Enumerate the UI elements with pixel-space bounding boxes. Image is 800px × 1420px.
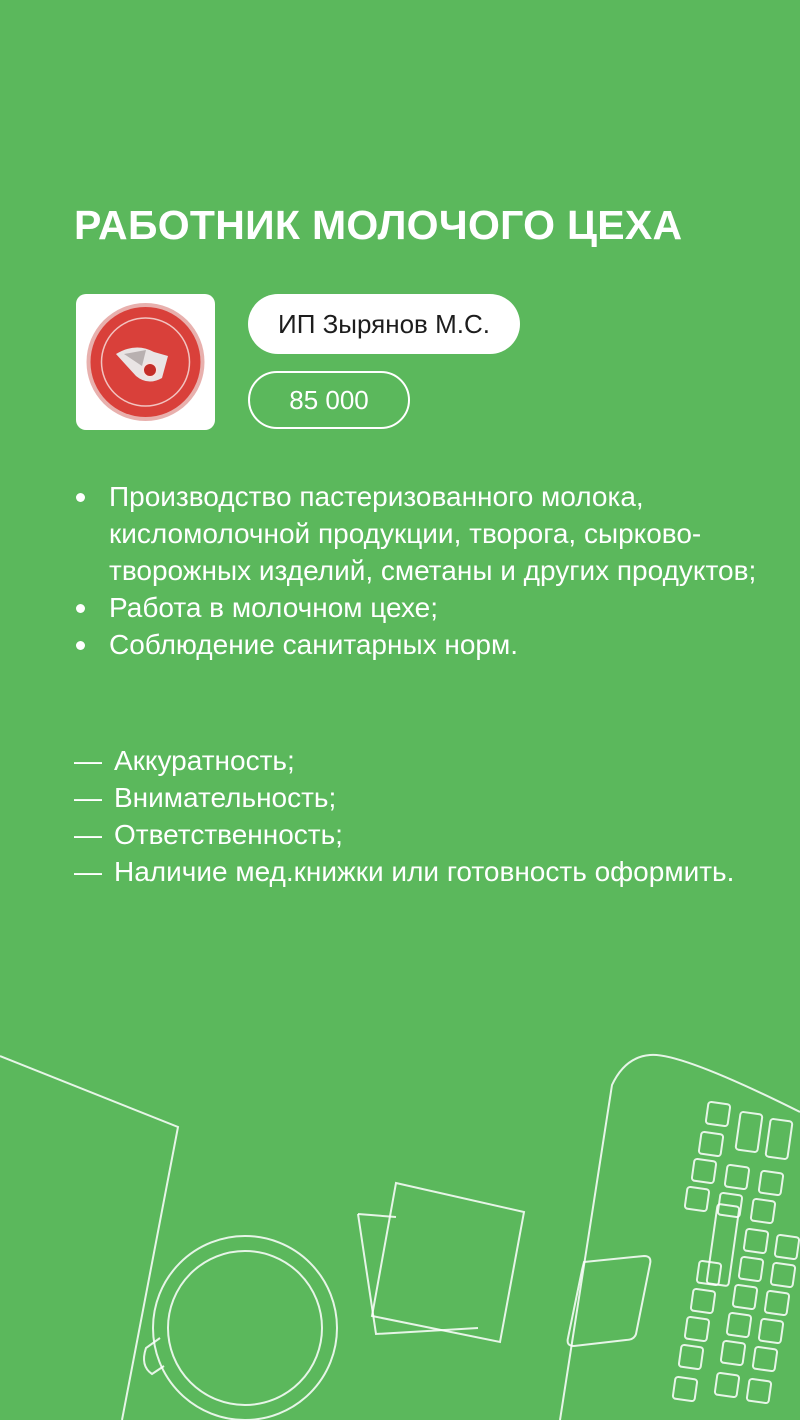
bullet-icon	[76, 641, 85, 650]
salary-pill	[248, 371, 410, 429]
vacancy-title: РАБОТНИК МОЛОЧОГО ЦЕХА	[74, 202, 683, 248]
requirement-text: Внимательность;	[114, 782, 337, 813]
duty-text: Производство пастеризованного молока, кисломолочной продукции, творога, сырково-творожных изделий, сметаны и других продуктов;	[109, 481, 757, 586]
requirements-list	[74, 742, 774, 890]
dash-marker: —	[74, 745, 102, 776]
requirement-item	[74, 779, 774, 816]
cup-inner	[168, 1251, 322, 1405]
dash-marker: —	[74, 856, 102, 887]
duties-list	[74, 478, 774, 663]
duty-item	[74, 626, 774, 663]
paper-front-outline	[372, 1183, 524, 1342]
requirement-item	[74, 853, 774, 890]
company-name: ИП Зырянов М.С.	[278, 308, 490, 339]
company-logo-icon	[76, 294, 215, 430]
company-logo	[76, 294, 215, 430]
cup-outer	[153, 1236, 337, 1420]
duty-text: Соблюдение санитарных норм.	[109, 629, 518, 660]
dash-marker: —	[74, 782, 102, 813]
requirement-text: Ответственность;	[114, 819, 343, 850]
notebook-outline	[0, 1056, 178, 1420]
duty-item	[74, 589, 774, 626]
keyboard-keys	[673, 1102, 800, 1404]
cup-handle	[144, 1338, 164, 1374]
duty-item	[74, 478, 774, 589]
requirement-item	[74, 742, 774, 779]
requirement-text: Аккуратность;	[114, 745, 295, 776]
company-name-pill[interactable]	[248, 294, 520, 354]
desk-illustration-icon	[0, 1040, 800, 1420]
bullet-icon	[76, 604, 85, 613]
trackpad-outline	[568, 1256, 651, 1346]
requirement-item	[74, 816, 774, 853]
requirement-text: Наличие мед.книжки или готовность оформить.	[114, 856, 735, 887]
dash-marker: —	[74, 819, 102, 850]
duty-text: Работа в молочном цехе;	[109, 592, 439, 623]
bullet-icon	[76, 493, 85, 502]
salary-value: 85 000	[289, 384, 369, 415]
